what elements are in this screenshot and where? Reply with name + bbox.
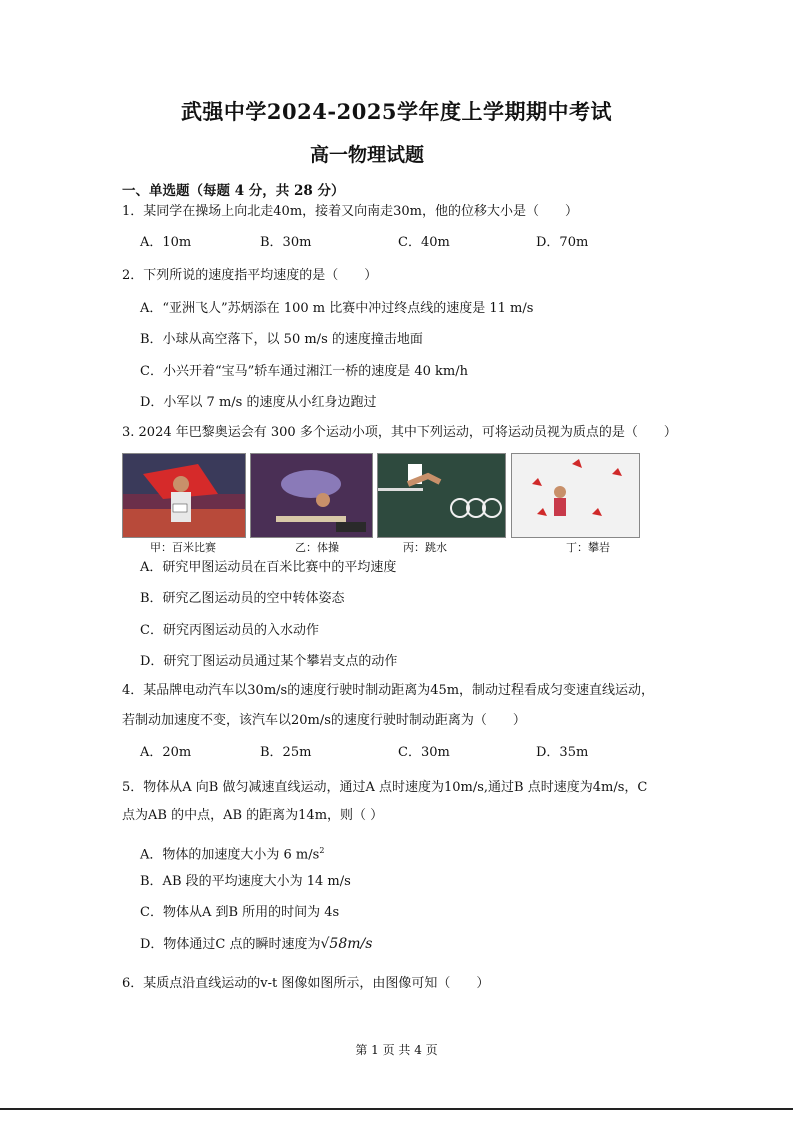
question-2-option-c: C．小兴开着“宝马”轿车通过湘江一桥的速度是 40 km/h xyxy=(140,364,469,379)
question-5-option-d-value: √58m/s xyxy=(320,936,373,952)
question-4-option-d: D．35m xyxy=(536,745,589,760)
question-6-stem: 6．某质点沿直线运动的v-t 图像如图所示，由图像可知（ ） xyxy=(122,976,490,991)
question-5-option-c: C．物体从A 到B 所用的时间为 4s xyxy=(140,905,340,920)
photo-sprint-race xyxy=(122,453,246,538)
question-1-option-b: B．30m xyxy=(260,235,312,250)
page-footer: 第 1 页 共 4 页 xyxy=(355,1043,438,1057)
caption-yi: 乙：体操 xyxy=(295,541,339,554)
question-5-stem-line-2: 点为AB 的中点，AB 的距离为14m，则（ ） xyxy=(122,808,384,823)
question-5-option-a-text: A．物体的加速度大小为 6 m/s xyxy=(140,847,320,863)
question-4-option-a: A．20m xyxy=(140,745,192,760)
question-3-option-b: B．研究乙图运动员的空中转体姿态 xyxy=(140,591,345,606)
section-heading-single-choice: 一、单选题（每题 4 分，共 28 分） xyxy=(122,183,345,199)
question-5-option-d-text: D．物体通过C 点的瞬时速度为 xyxy=(140,937,321,952)
exam-title: 武强中学2024-2025学年度上学期期中考试 xyxy=(180,99,613,124)
caption-jia: 甲：百米比赛 xyxy=(150,541,216,554)
question-3-option-c: C．研究丙图运动员的入水动作 xyxy=(140,623,319,638)
question-4-stem-line-1: 4．某品牌电动汽车以30m/s的速度行驶时制动距离为45m，制动过程看成匀变速直线运动， xyxy=(122,683,655,698)
photo-climbing xyxy=(511,453,640,538)
question-5-option-a-superscript: 2 xyxy=(319,846,325,855)
question-2-option-b: B．小球从高空落下，以 50 m/s 的速度撞击地面 xyxy=(140,332,423,347)
question-1-stem: 1．某同学在操场上向北走40m，接着又向南走30m，他的位移大小是（ ） xyxy=(122,204,579,219)
caption-ding: 丁：攀岩 xyxy=(566,541,610,554)
caption-bing: 丙：跳水 xyxy=(403,541,447,554)
question-2-option-a: A．“亚洲飞人”苏炳添在 100 m 比赛中冲过终点线的速度是 11 m/s xyxy=(140,301,534,316)
exam-subtitle: 高一物理试题 xyxy=(310,144,425,166)
question-1-option-c: C．40m xyxy=(398,235,450,250)
question-4-option-c: C．30m xyxy=(398,745,450,760)
question-4-stem-line-2: 若制动加速度不变，该汽车以20m/s的速度行驶时制动距离为（ ） xyxy=(122,713,526,728)
question-1-option-d: D．70m xyxy=(536,235,589,250)
question-5-stem-line-1: 5．物体从A 向B 做匀减速直线运动，通过A 点时速度为10m/s,通过B 点时速度为4m/s，C xyxy=(122,780,648,795)
photo-gymnastics xyxy=(250,453,373,538)
question-2-option-d: D．小军以 7 m/s 的速度从小红身边跑过 xyxy=(140,395,377,410)
question-3-option-d: D．研究丁图运动员通过某个攀岩支点的动作 xyxy=(140,654,398,669)
question-3-stem: 3. 2024 年巴黎奥运会有 300 多个运动小项，其中下列运动，可将运动员视为质点的是（ ） xyxy=(122,425,677,440)
question-5-option-d xyxy=(140,936,372,953)
question-2-stem: 2．下列所说的速度指平均速度的是（ ） xyxy=(122,268,378,283)
question-3-option-a: A．研究甲图运动员在百米比赛中的平均速度 xyxy=(140,560,397,575)
question-5-option-b: B．AB 段的平均速度大小为 14 m/s xyxy=(140,874,351,889)
photo-diving xyxy=(377,453,506,538)
question-1-option-a: A．10m xyxy=(140,235,192,250)
bottom-rule xyxy=(0,1108,793,1110)
question-5-option-a xyxy=(140,843,324,863)
question-4-option-b: B．25m xyxy=(260,745,312,760)
